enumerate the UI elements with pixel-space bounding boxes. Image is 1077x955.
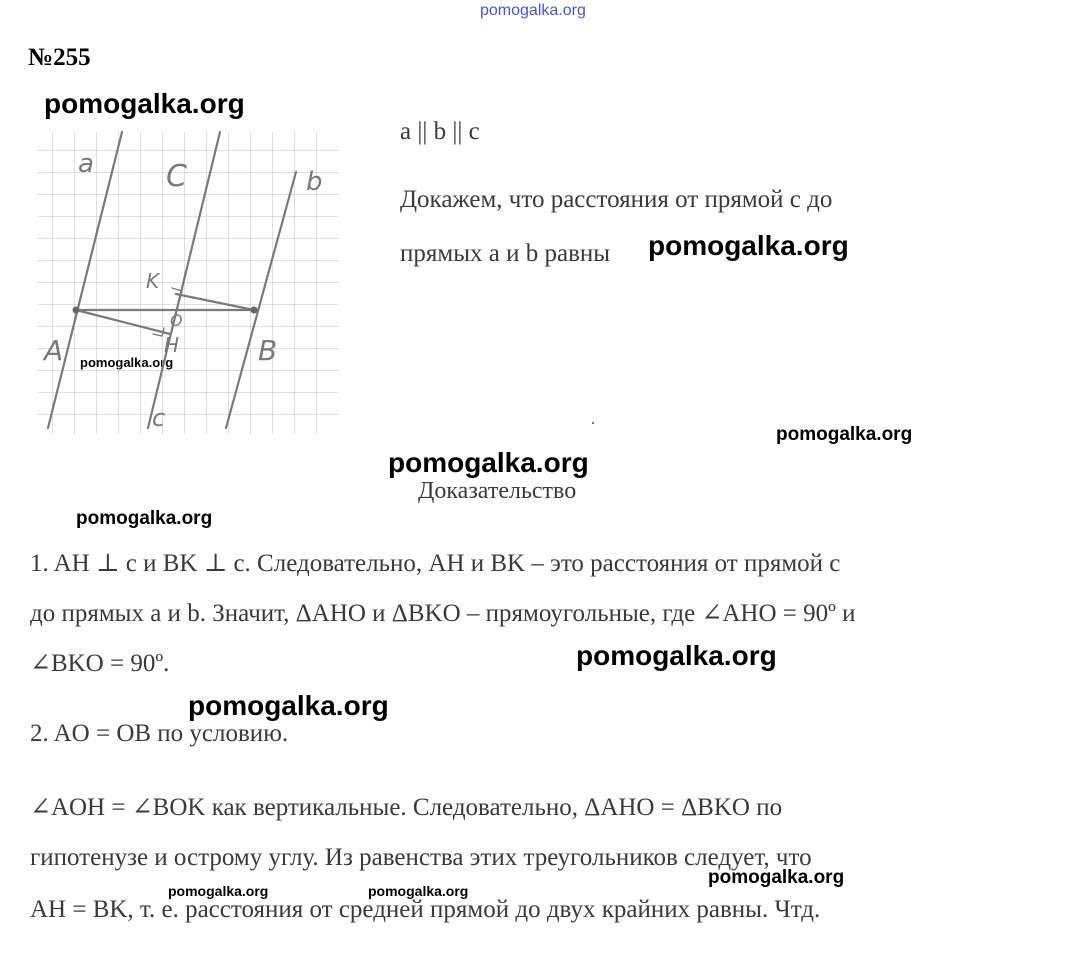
watermark: pomogalka.org bbox=[368, 883, 469, 899]
proof-step1-line1: 1. AH ⊥ c и BK ⊥ c. Следовательно, AH и BK – это расстояния от прямой c bbox=[30, 550, 841, 577]
watermark: pomogalka.org bbox=[76, 508, 213, 529]
given-statement-line1: Докажем, что расстояния от прямой c до bbox=[400, 186, 833, 213]
watermark: pomogalka.org bbox=[576, 640, 777, 671]
watermark: pomogalka.org bbox=[188, 690, 389, 721]
proof-step3-line1: ∠AOH = ∠BOK как вертикальные. Следовательно, ΔAHO = ΔBKO по bbox=[30, 794, 783, 821]
proof-step1-line2: до прямых a и b. Значит, ΔAHO и ΔBKO – прямоугольные, где ∠AHO = 90º и bbox=[30, 600, 856, 627]
label-k: K bbox=[146, 269, 160, 293]
watermark: pomogalka.org bbox=[776, 424, 913, 445]
watermark: pomogalka.org bbox=[44, 88, 245, 119]
proof-step2: 2. AO = OB по условию. bbox=[30, 720, 289, 747]
geometry-sketch bbox=[30, 128, 340, 438]
label-c-bottom: c bbox=[152, 404, 166, 432]
label-c-top: C bbox=[166, 159, 187, 194]
watermark: pomogalka.org bbox=[708, 867, 845, 888]
label-a: a bbox=[78, 149, 94, 179]
label-o: O bbox=[170, 311, 183, 330]
point-b bbox=[251, 307, 258, 314]
given-statement-line2: прямых a и b равны bbox=[400, 240, 611, 267]
label-b: b bbox=[306, 167, 323, 197]
problem-number: №255 bbox=[28, 44, 91, 71]
proof-step3-line3: AH = BK, т. е. расстояния от средней прямой до двух крайних равны. Чтд. bbox=[30, 896, 821, 923]
proof-heading: Доказательство bbox=[418, 478, 577, 504]
site-header-link[interactable]: pomogalka.org bbox=[480, 2, 586, 19]
label-point-b: B bbox=[258, 334, 278, 367]
stray-dot bbox=[592, 422, 594, 424]
watermark: pomogalka.org bbox=[168, 883, 269, 899]
label-point-a: A bbox=[44, 334, 64, 367]
watermark: pomogalka.org bbox=[648, 230, 849, 261]
proof-step3-line2: гипотенузе и острому углу. Из равенства этих треугольников следует, что bbox=[30, 844, 812, 871]
given-parallel: a || b || c bbox=[400, 118, 480, 145]
proof-step1-line3: ∠BKO = 90º. bbox=[30, 650, 170, 677]
point-a bbox=[73, 307, 80, 314]
label-h: H bbox=[164, 333, 180, 357]
watermark: pomogalka.org bbox=[388, 447, 589, 478]
